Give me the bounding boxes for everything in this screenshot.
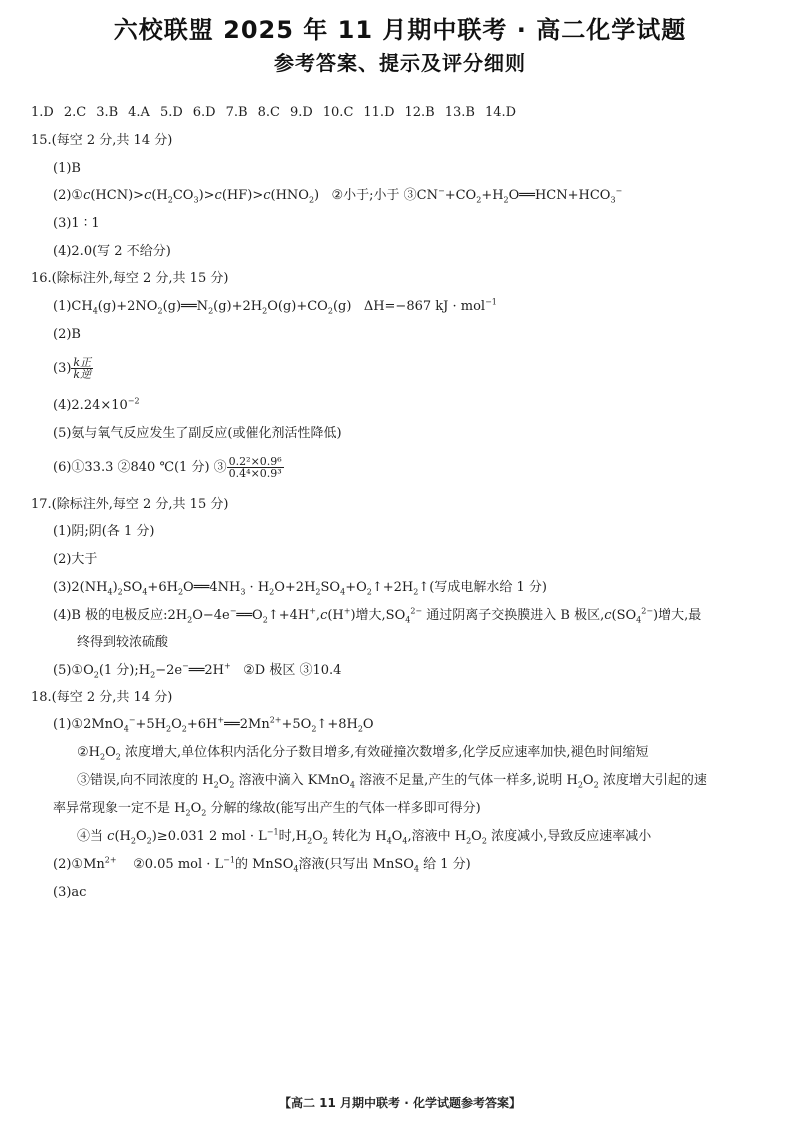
q18-p1-l5f: 浓度减小,导致反应速率减小 bbox=[491, 829, 652, 844]
fraction-denominator: 0.4⁴×0.9³ bbox=[228, 467, 282, 480]
q18-p2-b: ②0.05 mol · L bbox=[133, 857, 224, 872]
choice-answer: 9.D bbox=[289, 105, 313, 120]
q16-heading: 16.(除标注外,每空 2 分,共 15 分) bbox=[31, 271, 229, 286]
q16-part3 bbox=[53, 357, 93, 380]
q18-p1-l5a: ④当 bbox=[77, 829, 104, 844]
q17-p4-end: 增大,最 bbox=[658, 608, 702, 623]
choice-answer: 2.C bbox=[63, 105, 87, 120]
q17-part3: $(3)2(NH_4)_2SO_4+6H_2O══4NH_3$ · $H_2O+2H_2SO_4+O_2↑+2H_2↑$(写成电解水给 1 分) bbox=[53, 580, 547, 597]
fraction-denominator: k逆 bbox=[73, 368, 92, 381]
q18-part2: $(2)①Mn^{2+}$ ②0.05 mol · $L^{-1}$的 MnSO$_4$溶液(只写出 MnSO$_4$ 给 1 分) bbox=[53, 855, 471, 874]
q18-p1-l3b: 溶液中滴入 bbox=[238, 773, 304, 788]
q16-p4-base: (4)2.24×10 bbox=[53, 398, 128, 413]
q18-p1-l5b: ≥0.031 2 mol · L bbox=[156, 829, 267, 844]
q17-p5-mid: (1 分);H bbox=[98, 663, 151, 678]
q17-heading: 17.(除标注外,每空 2 分,共 15 分) bbox=[31, 497, 229, 512]
q16-p4-exponent: −2 bbox=[127, 396, 140, 406]
q16-part1: $(1)CH_4(g)+2NO_2(g)══N_2(g)+2H_2O(g)+CO_2(g)$ ΔH=−867 kJ · mol$^{-1}$ bbox=[53, 297, 497, 316]
q18-p2-c: 的 MnSO bbox=[234, 857, 294, 872]
q15-p2-prefix: (2)① bbox=[53, 188, 84, 203]
q18-p1-prefix: (1)① bbox=[53, 717, 84, 732]
q17-part4-line1: (4)B 极的电极反应$:2H_2O-4e^-══O_2↑+4H^+,c(H^+)$增大$,SO_4^{2-}$ 通过阴离子交换膜进入 B 极区$,c(SO_4^{2-})$增大,最 bbox=[53, 606, 702, 625]
choice-answer: 3.B bbox=[96, 105, 119, 120]
choice-answer: 14.D bbox=[484, 105, 517, 120]
rate-constant-fraction bbox=[71, 357, 93, 380]
page-footer: 【高二 11 月期中联考 · 化学试题参考答案】 bbox=[279, 1096, 521, 1110]
q18-part3: (3)ac bbox=[53, 885, 87, 900]
q15-heading: 15.(每空 2 分,共 14 分) bbox=[31, 133, 173, 148]
q18-p1-l5d: 转化为 bbox=[332, 829, 372, 844]
q16-part4 bbox=[53, 397, 140, 415]
q17-p4-mid2: 通过阴离子交换膜进入 B 极区, bbox=[426, 608, 605, 623]
q18-part1-line1: $(1)①2MnO_4^-+5H_2O_2+6H^+══2Mn^{2+}+5O_2↑+8H_2O$ bbox=[53, 715, 374, 734]
q18-part1-line2: $②H_2O_2$ 浓度增大,单位体积内活化分子数目增多,有效碰撞次数增多,化学反应速率加快,褪色时间缩短 bbox=[77, 745, 649, 762]
q18-p1-l4a: 率异常现象一定不是 bbox=[53, 801, 171, 816]
choice-answers bbox=[31, 104, 526, 122]
q16-part2: (2)B bbox=[53, 327, 81, 342]
choice-answer: 12.B bbox=[404, 105, 435, 120]
q16-part5: (5)氨与氧气反应发生了副反应(或催化剂活性降低) bbox=[53, 426, 342, 441]
choice-answer: 11.D bbox=[363, 105, 395, 120]
q17-part4-line2: 终得到较浓硫酸 bbox=[77, 635, 169, 650]
q18-p1-l3c: 溶液不足量,产生的气体一样多,说明 bbox=[359, 773, 563, 788]
q18-p1-l3a: ③错误,向不同浓度的 bbox=[77, 773, 199, 788]
q18-part1-line5: ④当 $c(H_2O_2)\ge 0.031$ 2 mol · $L^{-1}$时$,H_2O_2$ 转化为 $H_4O_4$,溶液中 $H_2O_2$ 浓度减小,导致反应速率减小 bbox=[77, 827, 652, 846]
q16-enthalpy: ΔH=−867 kJ · mol bbox=[363, 299, 486, 314]
fraction-numerator: 0.2²×0.9⁶ bbox=[228, 455, 282, 468]
q17-p4-prefix: (4)B 极的电极反应: bbox=[53, 608, 168, 623]
q16-part6 bbox=[53, 456, 284, 479]
choice-answer: 8.C bbox=[257, 105, 280, 120]
page-title: 六校联盟 2025 年 11 月期中联考 · 高二化学试题 bbox=[113, 16, 687, 44]
page-subtitle: 参考答案、提示及评分细则 bbox=[274, 51, 526, 75]
q17-part5: $(5)①O_2(1$ 分)$;H_2-2e^-══2H^+$ ②D 极区 ③10.4 bbox=[53, 661, 342, 680]
q17-p4-mid: 增大,SO bbox=[355, 608, 406, 623]
q15-part3: (3)1 ∶ 1 bbox=[53, 216, 100, 231]
q18-p1-l2: 浓度增大,单位体积内活化分子数目增多,有效碰撞次数增多,化学反应速率加快,褪色时间缩短 bbox=[125, 745, 649, 760]
choice-answer: 4.A bbox=[128, 105, 150, 120]
q18-part1-line3: ③错误,向不同浓度的 $H_2O_2$ 溶液中滴入 KMnO$_4$ 溶液不足量,产生的气体一样多,说明 $H_2O_2$ 浓度增大引起的速 bbox=[77, 773, 707, 790]
q17-p5-end: ②D 极区 ③10.4 bbox=[243, 663, 342, 678]
fraction-numerator: k正 bbox=[73, 356, 92, 369]
q18-part1-line4: 率异常现象一定不是 $H_2O_2$ 分解的缘故(能写出产生的气体一样多即可得分) bbox=[53, 801, 481, 818]
choice-answer: 7.B bbox=[225, 105, 248, 120]
q17-part2: (2)大于 bbox=[53, 552, 98, 567]
choice-answer: 5.D bbox=[159, 105, 183, 120]
q18-p2-e: 给 1 分) bbox=[423, 857, 471, 872]
q17-p5-prefix: (5)①O bbox=[53, 663, 94, 678]
choice-answer: 13.B bbox=[444, 105, 475, 120]
q15-p2-mid: ②小于;小于 ③CN bbox=[331, 188, 439, 203]
q18-p1-l3d: 浓度增大引起的速 bbox=[602, 773, 707, 788]
q18-p1-l5c: 时, bbox=[278, 829, 296, 844]
choice-answer: 1.D bbox=[31, 105, 54, 120]
choice-answer: 10.C bbox=[322, 105, 354, 120]
q17-p3-note: (写成电解水给 1 分) bbox=[429, 580, 547, 595]
q18-p1-l4b: 分解的缘故(能写出产生的气体一样多即可得分) bbox=[210, 801, 481, 816]
q15-part4: (4)2.0(写 2 不给分) bbox=[53, 244, 171, 259]
q15-part2: $(2)①c(HCN)>c(H_2CO_3)>c(HF)>c(HNO_2)$ ②小于;小于 $③CN^-+CO_2+H_2O══HCN+HCO_3^-$ bbox=[53, 186, 623, 205]
q15-part1: (1)B bbox=[53, 161, 81, 176]
q16-p6-prefix: (6)①33.3 ②840 ℃(1 分) ③ bbox=[53, 460, 227, 475]
q18-p2-d: 溶液(只写出 MnSO bbox=[298, 857, 414, 872]
q18-p2-a: (2)①Mn bbox=[53, 857, 105, 872]
q18-heading: 18.(每空 2 分,共 14 分) bbox=[31, 690, 173, 705]
equilibrium-fraction bbox=[227, 456, 284, 479]
q18-p1-l5e: ,溶液中 bbox=[407, 829, 451, 844]
q17-part1: (1)阴;阴(各 1 分) bbox=[53, 524, 155, 539]
choice-answer: 6.D bbox=[192, 105, 216, 120]
q16-p3-prefix: (3) bbox=[53, 361, 72, 376]
